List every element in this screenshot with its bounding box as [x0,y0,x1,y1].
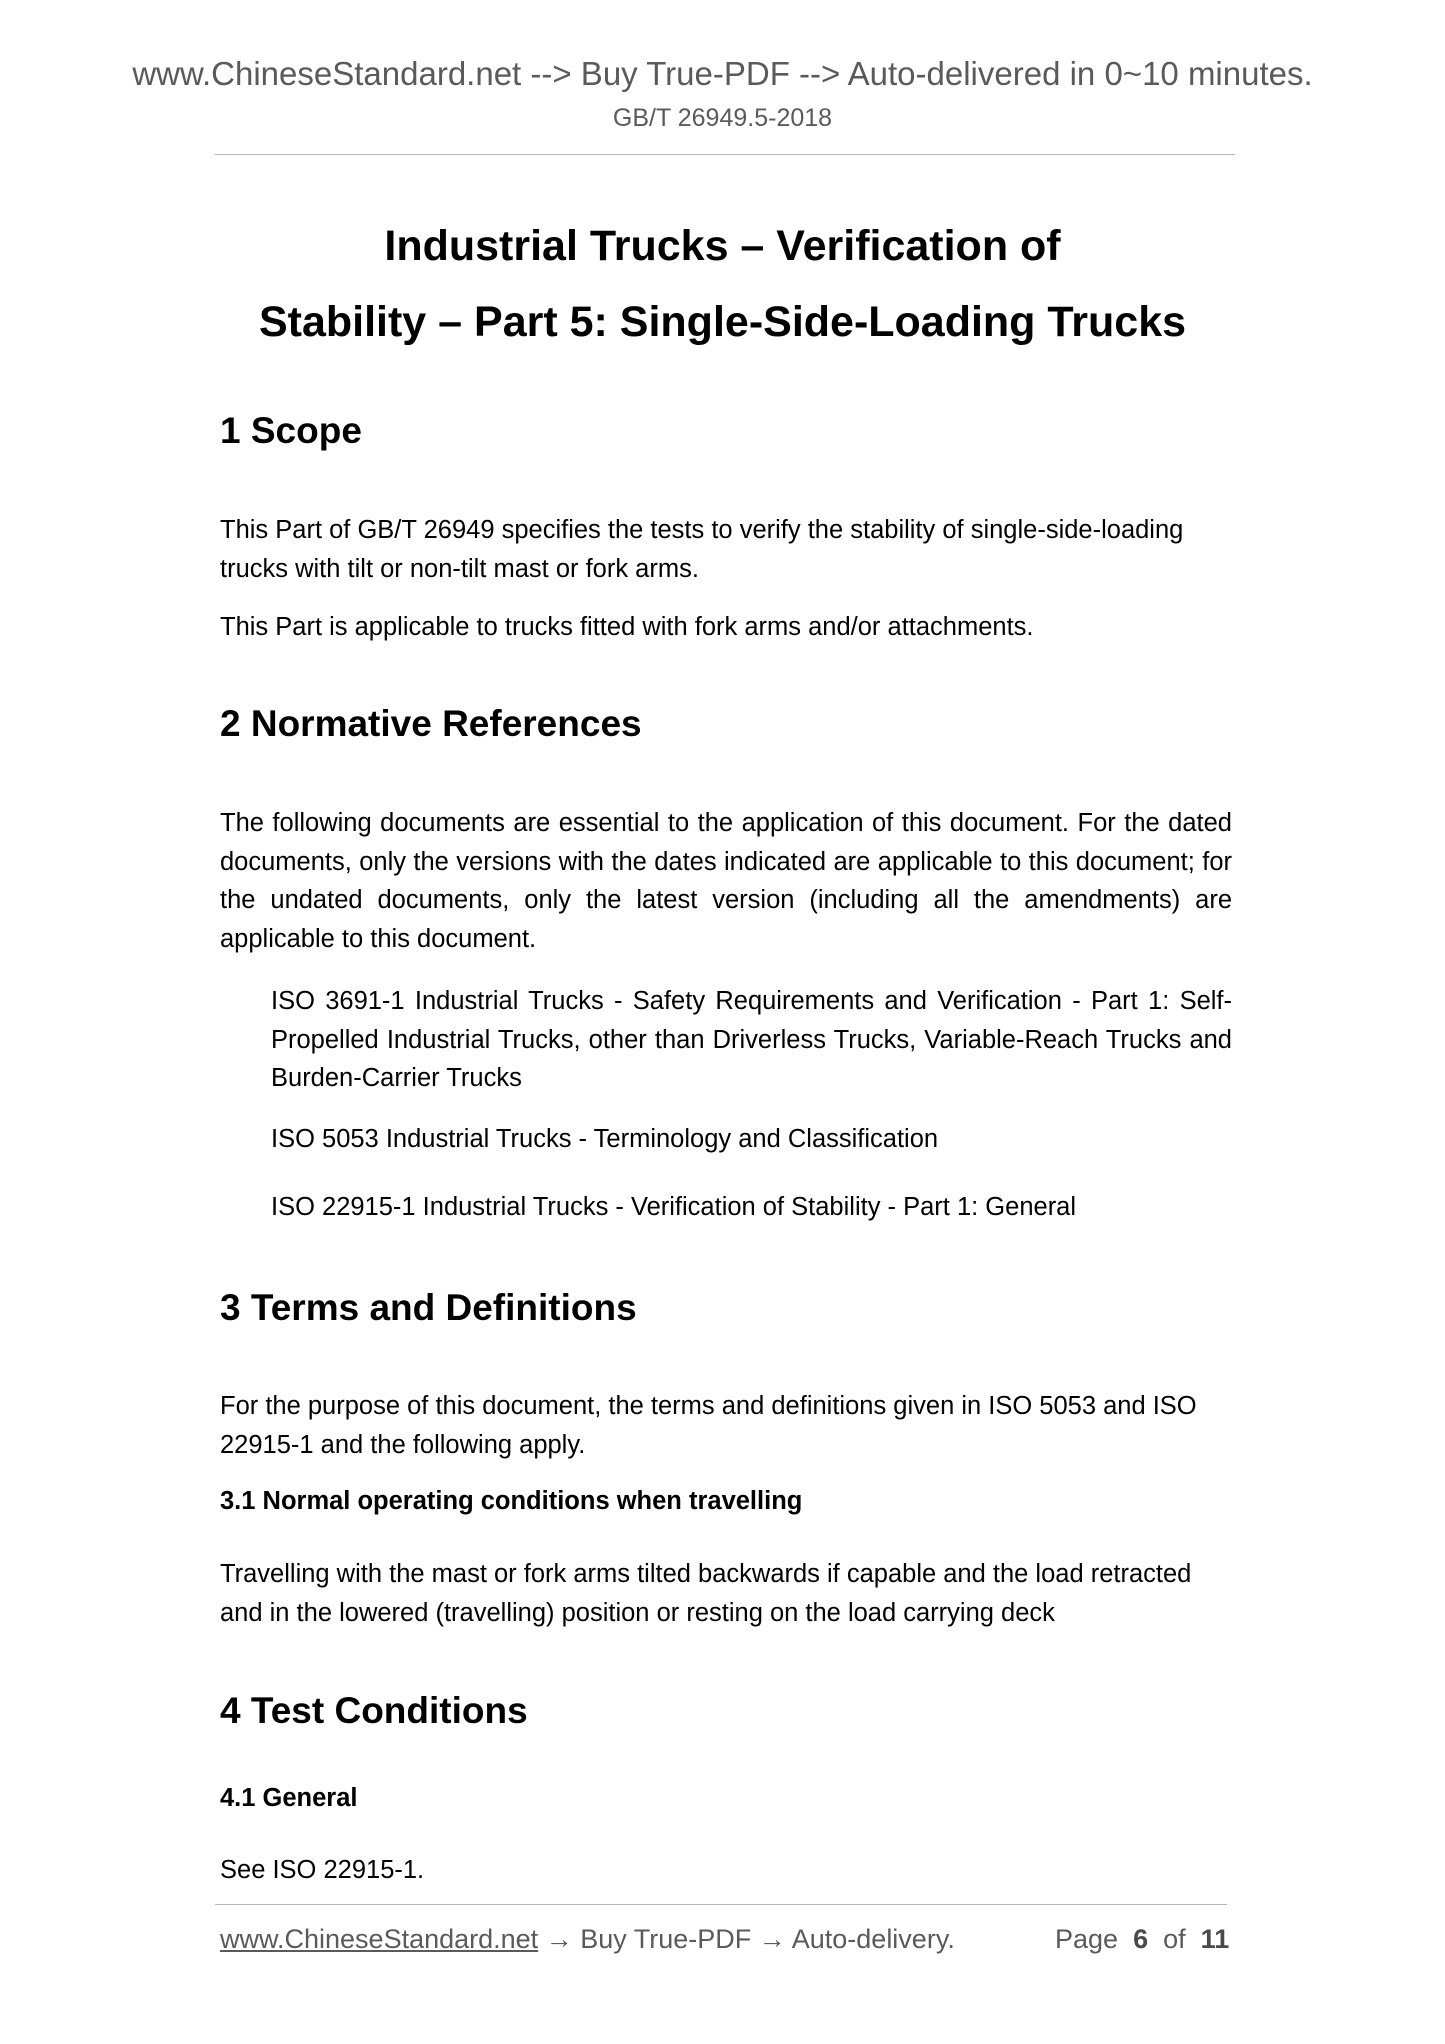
footer-site-link[interactable]: www.ChineseStandard.net [220,1924,539,1954]
document-title [0,208,1445,360]
normative-intro-paragraph: The following documents are essential to the application of this document. For the dated documents, only the versions with the dates indicated are applicable to this document; for the undated documents, only the latest version (including all the amendments) are applicable to this document. [220,809,1232,953]
section-heading-terms-definitions: 3 Terms and Definitions [220,1287,637,1328]
section-heading-test-conditions: 4 Test Conditions [220,1690,528,1731]
scope-paragraph-2: This Part is applicable to trucks fitted with fork arms and/or attachments. [220,613,1034,641]
subsection-heading-4-1: 4.1 General [220,1784,358,1812]
section-heading-normative-references: 2 Normative References [220,703,642,744]
header-banner: www.ChineseStandard.net --> Buy True-PDF --> Auto-delivered in 0~10 minutes. [132,55,1313,92]
terms-intro-paragraph: For the purpose of this document, the terms and definitions given in ISO 5053 and ISO 22915-1 and the following apply. [220,1392,1197,1459]
reference-item: ISO 5053 Industrial Trucks - Terminology and Classification [271,1125,939,1153]
title-line-2: Stability – Part 5: Single-Side-Loading Trucks [258,298,1187,346]
header-standard-number: GB/T 26949.5-2018 [612,104,833,132]
page-total: 11 [1200,1924,1230,1954]
definition-3-1-paragraph: Travelling with the mast or fork arms tilted backwards if capable and the load retracted and in the lowered (travelling) position or resting on the load carrying deck [220,1560,1192,1627]
footer-promo-text: → Buy True-PDF → Auto-delivery. [538,1924,955,1954]
scope-paragraph-1: This Part of GB/T 26949 specifies the tests to verify the stability of single-side-loading trucks with tilt or non-tilt mast or fork arms. [220,516,1184,583]
page-label: Page [1055,1924,1119,1954]
reference-item: ISO 22915-1 Industrial Trucks - Verification of Stability - Part 1: General [271,1193,1077,1221]
title-line-1: Industrial Trucks – Verification of [384,222,1061,270]
page-current: 6 [1133,1924,1149,1954]
footer-divider [215,1904,1227,1905]
reference-item: ISO 3691-1 Industrial Trucks - Safety Requirements and Verification - Part 1: Self-Propelled Industrial Trucks, other than Driverless Trucks, Variable-Reach Trucks and Burden-Carrier Trucks [271,987,1232,1092]
section-heading-scope: 1 Scope [220,410,362,451]
footer-promo [220,1924,955,1955]
subsection-heading-3-1: 3.1 Normal operating conditions when travelling [220,1487,803,1515]
header-divider [215,154,1235,155]
page-of: of [1163,1924,1186,1954]
general-paragraph: See ISO 22915-1. [220,1856,425,1884]
page-indicator [1055,1924,1229,1955]
